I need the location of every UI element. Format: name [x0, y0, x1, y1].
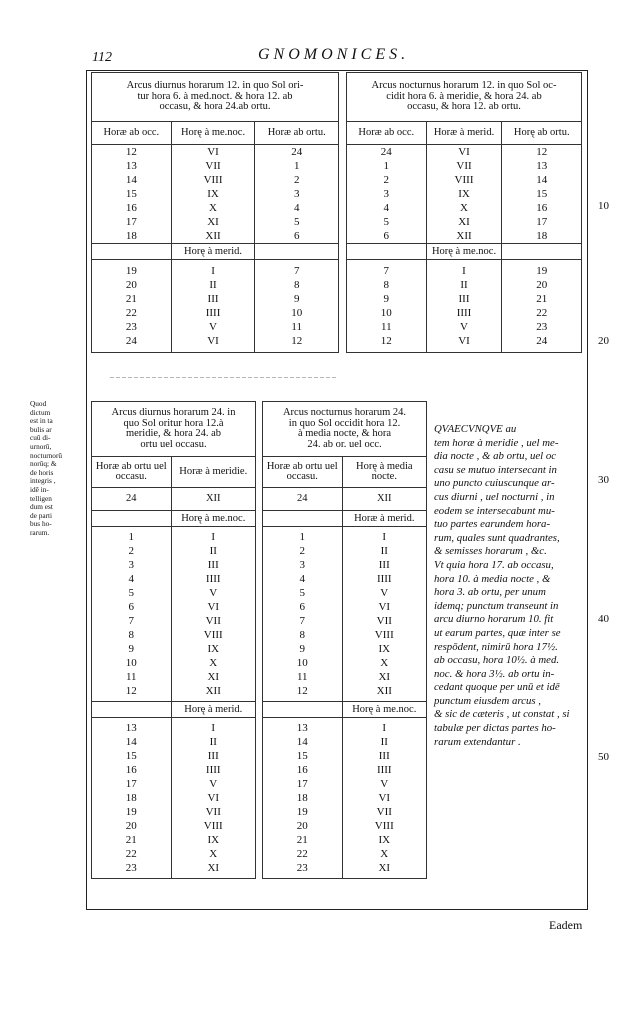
table-value: I — [382, 531, 387, 543]
header-cell: Horæ ab occ. — [347, 122, 427, 145]
column-group — [171, 718, 255, 879]
table-value: VI — [207, 146, 219, 158]
table-value: 23 — [125, 321, 137, 333]
table-value: 3 — [128, 559, 134, 571]
table-value: 10 — [125, 657, 137, 669]
text-line: hora 10. à media nocte , & — [434, 572, 551, 585]
table-value: 20 — [125, 279, 137, 291]
table-value: II — [209, 279, 217, 291]
column-group — [263, 527, 343, 702]
line-number: 50 — [598, 751, 609, 763]
table-bottom-middle — [262, 401, 427, 879]
table-value: 18 — [125, 792, 137, 804]
table-value: II — [380, 545, 388, 557]
table-value: VII — [205, 615, 221, 627]
text-line: cedant quoque per unū et idē — [434, 681, 560, 694]
table-value: 6 — [128, 601, 134, 613]
table-value: III — [207, 750, 219, 762]
table-value: 4 — [299, 573, 306, 585]
table-value: IIII — [376, 573, 392, 585]
text-line: cus diurni , uel nocturni , in — [434, 490, 555, 503]
table-value: 9 — [299, 643, 306, 655]
table-value: 7 — [383, 265, 390, 277]
table-value: 18 — [536, 230, 548, 242]
caption-top-right: Arcus nocturnus horarum 12. in quo Sol oc- cidit hora 6. à meridie, & hora 24. ab occasu, & hora 12. ab ortu. — [347, 73, 582, 122]
table-value: 4 — [293, 202, 300, 214]
table-value: 20 — [125, 820, 137, 832]
table-value: IX — [378, 643, 391, 655]
table-value: 23 — [296, 862, 308, 874]
table-value: X — [209, 848, 218, 860]
text-line: rum, quales sunt quadrantes, — [434, 531, 560, 544]
table-value: VI — [207, 792, 220, 804]
table-value: 13 — [125, 160, 137, 172]
text-line: uno puncto cuiuscunque ar- — [434, 477, 555, 490]
table-value: VII — [456, 160, 472, 172]
table-value: 6 — [299, 601, 306, 613]
table-value: 22 — [125, 307, 137, 319]
table-value: 15 — [125, 750, 137, 762]
column-group — [502, 145, 582, 244]
text-line: dia nocte , & ab ortu, uel oc — [434, 450, 557, 463]
caption-bottom-left: Arcus diurnus horarum 24. in quo Sol oritur hora 12.à meridie, & hora 24. ab ortu uel occasu. — [92, 402, 256, 457]
main-text — [434, 423, 579, 749]
table-value: 12 — [125, 146, 137, 158]
table-value: 24 — [380, 146, 392, 158]
text-line: tabulæ per dictas partes ho- — [434, 722, 556, 735]
table-value: 12 — [296, 685, 308, 697]
table-value: 19 — [296, 806, 308, 818]
table-cell: 24 — [263, 488, 343, 511]
table-value: 1 — [293, 160, 300, 172]
table-value: XI — [207, 862, 220, 874]
table-value: IIII — [205, 573, 221, 585]
table-value: XI — [207, 671, 220, 683]
column-group — [426, 145, 502, 244]
text-line: arcu diurno horarum 10. fit — [434, 613, 554, 626]
table-value: 16 — [536, 202, 548, 214]
column-group — [502, 260, 582, 353]
table-value: 1 — [128, 531, 134, 543]
table-value: III — [207, 293, 219, 305]
table-value: X — [209, 657, 218, 669]
line-number: 30 — [598, 474, 609, 486]
table-value: 15 — [296, 750, 308, 762]
text-line: tuo partes earundem hora- — [434, 518, 551, 531]
table-value: 18 — [125, 230, 137, 242]
table-value: 14 — [125, 174, 137, 186]
table-value: XII — [456, 230, 472, 242]
header-cell: Horæ ab ortu uel occasu. — [263, 457, 343, 488]
table-value: XII — [376, 685, 392, 697]
table-value: 1 — [299, 531, 306, 543]
table-value: 10 — [291, 307, 303, 319]
text-line: eodem se intersecabunt mu- — [434, 504, 555, 517]
table-value: 14 — [536, 174, 548, 186]
table-value: 2 — [383, 174, 390, 186]
table-value: X — [380, 657, 389, 669]
column-group — [171, 145, 255, 244]
table-value: IX — [378, 834, 391, 846]
header-cell: Horæ ab occ. — [92, 122, 172, 145]
table-value: V — [209, 321, 217, 333]
table-value: 2 — [128, 545, 134, 557]
table-value: 16 — [296, 764, 308, 776]
table-value: I — [211, 265, 215, 277]
subheader: Horę à me.noc. — [171, 511, 255, 527]
table-value: 19 — [536, 265, 548, 277]
table-value: 13 — [296, 722, 308, 734]
table-value: 18 — [296, 792, 308, 804]
table-value: 21 — [125, 293, 137, 305]
table-value: V — [209, 587, 218, 599]
column-group — [263, 718, 343, 879]
table-value: 4 — [128, 573, 134, 585]
table-value: 9 — [128, 643, 134, 655]
table-value: XI — [458, 216, 470, 228]
table-value: 12 — [380, 335, 392, 347]
table-value: 2 — [293, 174, 300, 186]
table-value: 17 — [536, 216, 548, 228]
table-value: 14 — [125, 736, 137, 748]
column-group — [342, 527, 426, 702]
table-value: IIII — [456, 307, 472, 319]
table-value: 16 — [125, 202, 137, 214]
column-group — [342, 718, 426, 879]
table-value: 11 — [380, 321, 392, 333]
table-value: 24 — [291, 146, 303, 158]
table-value: 20 — [536, 279, 548, 291]
table-value: IX — [458, 188, 470, 200]
table-value: VII — [376, 806, 392, 818]
table-value: 17 — [296, 778, 308, 790]
header-cell: Horæ à meridie. — [171, 457, 255, 488]
table-value: 8 — [299, 629, 306, 641]
table-value: 14 — [296, 736, 308, 748]
text-line: respōdent, nimirū hora 17½. — [434, 640, 558, 653]
subheader: Horę à me.noc. — [342, 702, 426, 718]
table-value: V — [380, 587, 389, 599]
table-value: 8 — [383, 279, 390, 291]
table-value: XII — [205, 685, 221, 697]
column-group — [347, 145, 427, 244]
text-line: & sic de cæteris , ut constat , si — [434, 708, 570, 721]
table-value: IX — [207, 188, 219, 200]
table-value: 6 — [383, 230, 390, 242]
table-value: V — [460, 321, 468, 333]
table-value: II — [380, 736, 388, 748]
table-value: 5 — [299, 587, 306, 599]
header-cell: Horę ab ortu. — [502, 122, 582, 145]
text-line: hora 3. ab ortu, per unum — [434, 586, 546, 599]
table-value: VIII — [203, 629, 223, 641]
table-value: 11 — [296, 671, 308, 683]
table-value: 3 — [299, 559, 306, 571]
table-value: 19 — [125, 265, 137, 277]
line-number: 20 — [598, 335, 609, 347]
column-group — [426, 260, 502, 353]
table-value: X — [460, 202, 468, 214]
subheader: Horę à merid. — [171, 702, 255, 718]
column-group — [347, 260, 427, 353]
column-group — [171, 260, 255, 353]
table-value: 13 — [125, 722, 137, 734]
column-group — [255, 260, 339, 353]
text-line: rarum extendantur . — [434, 735, 521, 748]
table-value: 15 — [536, 188, 548, 200]
table-value: 22 — [536, 307, 548, 319]
table-value: 9 — [293, 293, 300, 305]
table-value: 8 — [293, 279, 300, 291]
table-value: VI — [458, 146, 470, 158]
text-line: ab occasu, hora 10½. à med. — [434, 654, 560, 667]
table-value: III — [378, 559, 390, 571]
table-value: 24 — [536, 335, 548, 347]
column-group — [255, 145, 339, 244]
table-value: 12 — [125, 685, 137, 697]
column-group — [92, 527, 172, 702]
header-cell: Horæ ab ortu uel occasu. — [92, 457, 172, 488]
subheader: Horę à merid. — [171, 244, 255, 260]
text-line: idemq; punctum transeunt in — [434, 599, 559, 612]
table-top-right — [346, 72, 582, 353]
margin-note: Quod dictum est in ta bulis ar cuū di- urnorū, nocturnorū norūq; & de horis integris , idē in- telligen dum est de parti bus ho- rarum. — [30, 399, 63, 537]
table-value: 5 — [383, 216, 390, 228]
table-value: 4 — [383, 202, 390, 214]
table-value: III — [378, 750, 390, 762]
table-value: 13 — [536, 160, 548, 172]
table-value: IIII — [376, 764, 392, 776]
line-number: 40 — [598, 613, 609, 625]
table-cell: 24 — [92, 488, 172, 511]
table-value: 15 — [125, 188, 137, 200]
table-value: VI — [378, 601, 391, 613]
table-value: 10 — [296, 657, 308, 669]
table-value: 16 — [125, 764, 137, 776]
table-value: 23 — [125, 862, 137, 874]
header-cell: Horæ ab ortu. — [255, 122, 339, 145]
table-value: XI — [378, 671, 391, 683]
table-value: 11 — [291, 321, 302, 333]
table-value: 21 — [125, 834, 137, 846]
table-value: IIII — [205, 764, 221, 776]
divider-ornament: ‒ ‒ ‒ ‒ ‒ ‒ ‒ ‒ ‒ ‒ ‒ ‒ ‒ ‒ ‒ ‒ ‒ ‒ ‒ ‒ ‒ ‒ ‒ ‒ ‒ ‒ ‒ ‒ ‒ ‒ ‒ ‒ ‒ ‒ ‒ ‒ ‒ ‒ — [110, 372, 336, 381]
text-line: & semisses horarum , &c. — [434, 545, 547, 558]
table-value: V — [380, 778, 389, 790]
header-cell: Horæ à merid. — [426, 122, 502, 145]
page-number: 112 — [92, 50, 112, 65]
text-line: QVAECVNQVE au — [434, 423, 517, 435]
table-value: 8 — [128, 629, 134, 641]
column-group — [171, 527, 255, 702]
table-value: II — [460, 279, 468, 291]
header-cell: Horę à me.noc. — [171, 122, 255, 145]
table-value: 6 — [293, 230, 300, 242]
table-value: VIII — [203, 820, 223, 832]
column-group — [92, 260, 172, 353]
table-value: I — [382, 722, 387, 734]
table-value: IX — [207, 643, 220, 655]
table-value: 19 — [125, 806, 137, 818]
table-value: 5 — [128, 587, 134, 599]
table-value: 1 — [383, 160, 390, 172]
header-cell: Horę à media nocte. — [342, 457, 426, 488]
table-value: 7 — [299, 615, 306, 627]
running-head: GNOMONICES. — [258, 46, 410, 63]
table-value: 2 — [299, 545, 306, 557]
table-value: 21 — [536, 293, 548, 305]
text-line: noc. & hora 3½. ab ortu in- — [434, 667, 555, 680]
table-value: 17 — [125, 216, 137, 228]
text-line: Vt quia hora 17. ab occasu, — [434, 558, 554, 571]
table-value: 10 — [380, 307, 392, 319]
table-value: II — [209, 545, 217, 557]
table-value: 7 — [293, 265, 300, 277]
table-value: 24 — [125, 335, 137, 347]
subheader: Horę à me.noc. — [426, 244, 502, 260]
table-value: VI — [207, 335, 219, 347]
table-value: II — [209, 736, 217, 748]
table-value: VII — [205, 160, 221, 172]
table-value: VI — [378, 792, 391, 804]
caption-top-left: Arcus diurnus horarum 12. in quo Sol ori- tur hora 6. à med.noct. & hora 12. ab occasu, & hora 24.ab ortu. — [92, 73, 339, 122]
table-value: IX — [207, 834, 220, 846]
table-value: VI — [458, 335, 470, 347]
column-group — [92, 718, 172, 879]
table-value: VII — [376, 615, 392, 627]
table-value: VIII — [374, 629, 394, 641]
text-line: casu se mutuo intersecant in — [434, 463, 557, 476]
table-cell: XII — [171, 488, 255, 511]
table-value: VII — [205, 806, 221, 818]
table-cell: XII — [342, 488, 426, 511]
table-value: VI — [207, 601, 220, 613]
table-value: 17 — [125, 778, 137, 790]
table-value: 7 — [128, 615, 134, 627]
table-value: 5 — [293, 216, 300, 228]
table-value: 12 — [291, 335, 303, 347]
table-value: X — [380, 848, 389, 860]
table-value: VIII — [203, 174, 223, 186]
table-value: 20 — [296, 820, 308, 832]
caption-bottom-middle: Arcus nocturnus horarum 24. in quo Sol occidit hora 12. à media nocte, & hora 24. ab or. uel occ. — [263, 402, 427, 457]
table-value: VIII — [374, 820, 394, 832]
table-value: III — [458, 293, 470, 305]
table-value: I — [211, 531, 216, 543]
table-value: 21 — [296, 834, 308, 846]
table-value: 22 — [125, 848, 137, 860]
table-value: 22 — [296, 848, 308, 860]
table-top-left — [91, 72, 339, 353]
line-number: 10 — [598, 200, 609, 212]
table-value: XII — [205, 230, 221, 242]
catchword: Eadem — [549, 918, 583, 932]
table-value: X — [209, 202, 217, 214]
text-line: punctum eiusdem arcus , — [434, 694, 541, 707]
table-value: 3 — [293, 188, 300, 200]
table-value: 11 — [125, 671, 137, 683]
table-value: 12 — [536, 146, 548, 158]
table-value: 3 — [383, 188, 390, 200]
table-value: 23 — [536, 321, 548, 333]
table-value: 9 — [383, 293, 390, 305]
text-line: tem horæ à meridie , uel me- — [434, 436, 559, 449]
table-value: I — [462, 265, 466, 277]
table-value: III — [207, 559, 219, 571]
table-value: XI — [378, 862, 391, 874]
table-value: XI — [207, 216, 219, 228]
table-value: V — [209, 778, 218, 790]
text-line: ut earum partes, quæ inter se — [434, 626, 561, 639]
table-value: IIII — [205, 307, 221, 319]
table-value: VIII — [454, 174, 474, 186]
subheader: Horæ à merid. — [342, 511, 426, 527]
column-group — [92, 145, 172, 244]
table-value: I — [211, 722, 216, 734]
table-bottom-left — [91, 401, 256, 879]
